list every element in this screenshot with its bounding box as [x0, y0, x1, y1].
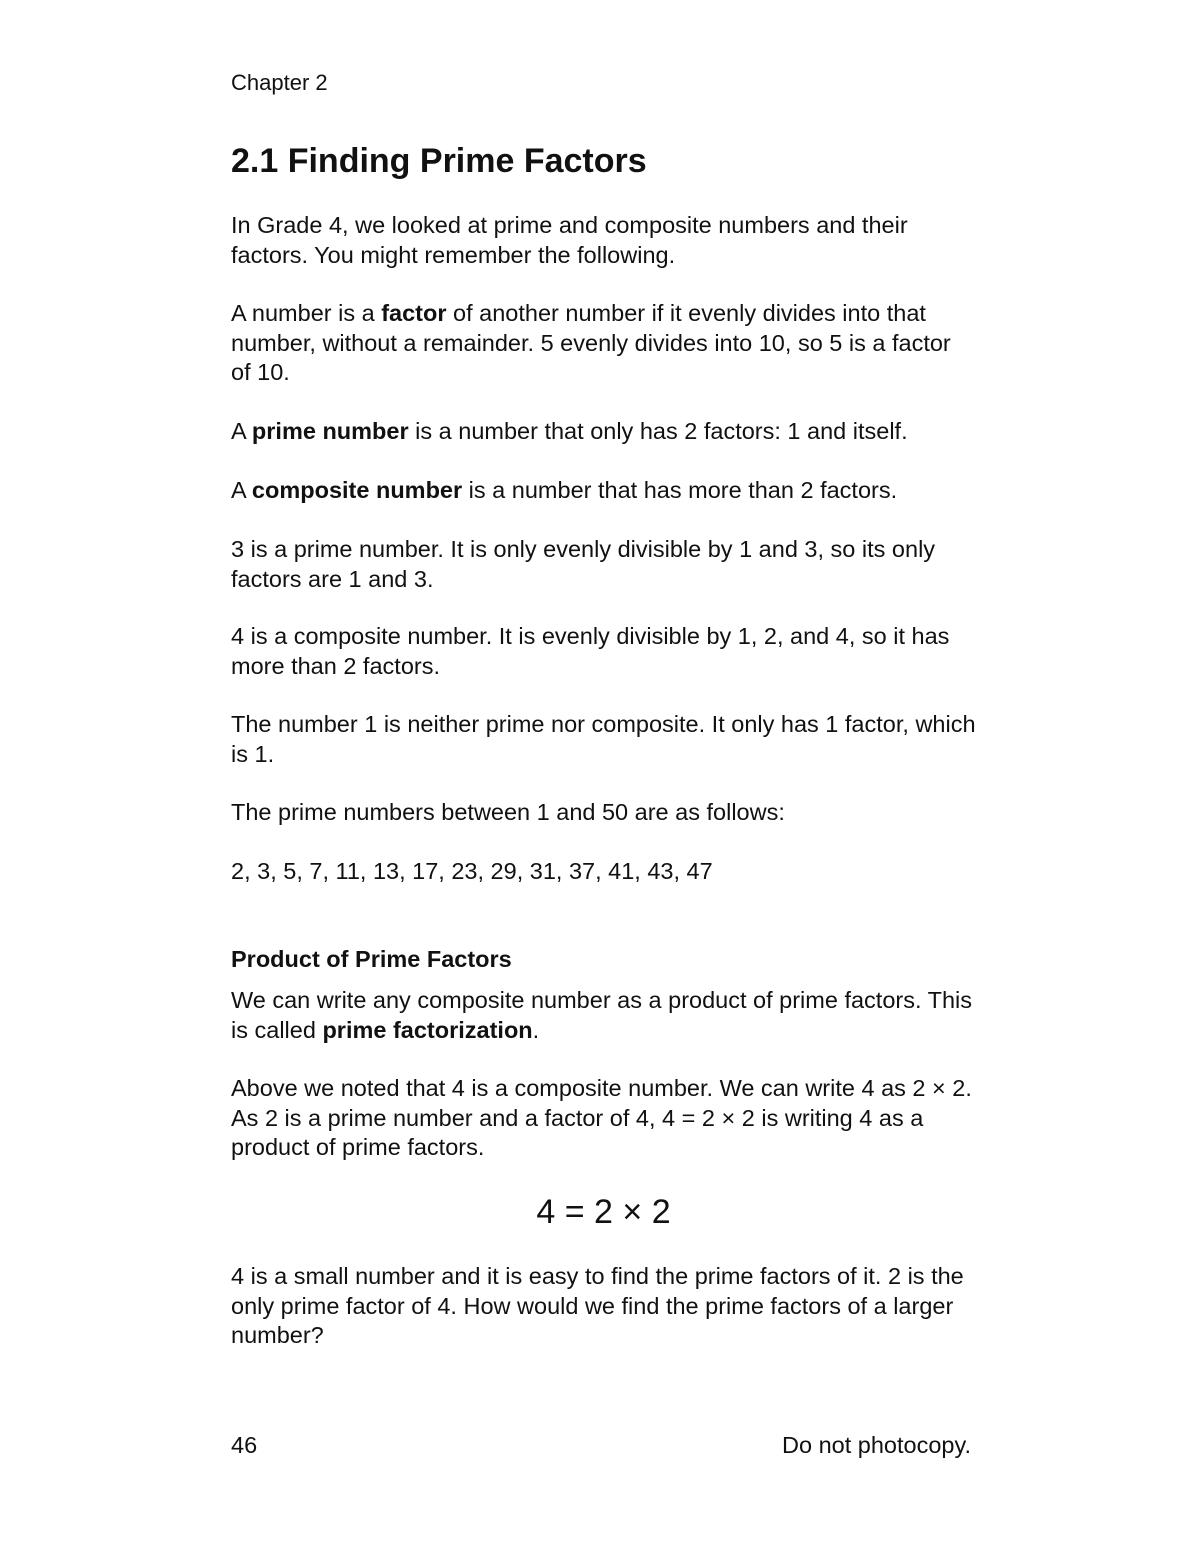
factor-def-before: A number is a	[231, 300, 382, 326]
prime-factorization-term: prime factorization	[322, 1016, 533, 1043]
prime-example-text: 3 is a prime number. It is only evenly divisible by 1 and 3, so its only factors are 1 and 3.	[231, 536, 936, 592]
section-title: 2.1 Finding Prime Factors	[231, 142, 647, 180]
primes-intro-text: The prime numbers between 1 and 50 are as follows:	[231, 799, 785, 825]
page-number: 46	[231, 1432, 258, 1458]
four-example-paragraph	[231, 1074, 976, 1163]
equation: 4 = 2 × 2	[536, 1193, 671, 1231]
composite-def-before: A	[231, 477, 252, 503]
factorization-before: We can write any composite number as a product of prime factors. This is called	[231, 987, 973, 1043]
primes-list	[231, 857, 976, 887]
factor-def-after: of another number if it evenly divides into that number, without a remainder. 5 evenly divides into 10, so 5 is a factor of 10.	[231, 300, 951, 385]
prime-number-term: prime number	[251, 418, 409, 444]
primes-list-text: 2, 3, 5, 7, 11, 13, 17, 23, 29, 31, 37, 41, 43, 47	[231, 858, 713, 884]
intro-paragraph	[231, 211, 976, 270]
number-one-note	[231, 710, 976, 769]
factor-definition	[231, 299, 976, 388]
prime-factorization-paragraph	[231, 986, 976, 1045]
intro-text: In Grade 4, we looked at prime and composite numbers and their factors. You might remember the following.	[231, 212, 908, 268]
factor-term: factor	[381, 300, 447, 326]
prime-example	[231, 535, 976, 594]
prime-definition	[231, 417, 976, 447]
larger-number-text: 4 is a small number and it is easy to find the prime factors of it. 2 is the only prime factor of 4. How would we find the prime factors of a larger number?	[231, 1263, 964, 1348]
product-heading-text: Product of Prime Factors	[231, 946, 512, 972]
composite-number-term: composite number	[251, 477, 463, 503]
prime-def-before: A	[231, 418, 252, 444]
primes-intro	[231, 798, 976, 828]
composite-example-text: 4 is a composite number. It is evenly divisible by 1, 2, and 4, so it has more than 2 factors.	[231, 623, 950, 679]
copyright-note: Do not photocopy.	[782, 1432, 971, 1458]
composite-def-after: is a number that has more than 2 factors.	[462, 477, 898, 503]
composite-definition	[231, 476, 976, 506]
four-example-text: Above we noted that 4 is a composite number. We can write 4 as 2 × 2. As 2 is a prime number and a factor of 4, 4 = 2 × 2 is writing 4 as a product of prime factors.	[231, 1075, 972, 1160]
product-heading	[231, 945, 976, 975]
chapter-label: Chapter 2	[231, 70, 328, 95]
larger-number-paragraph	[231, 1262, 976, 1351]
number-one-text: The number 1 is neither prime nor composite. It only has 1 factor, which is 1.	[231, 711, 976, 767]
factorization-after: .	[532, 1016, 540, 1043]
composite-example	[231, 622, 976, 681]
prime-def-after: is a number that only has 2 factors: 1 and itself.	[408, 418, 908, 444]
